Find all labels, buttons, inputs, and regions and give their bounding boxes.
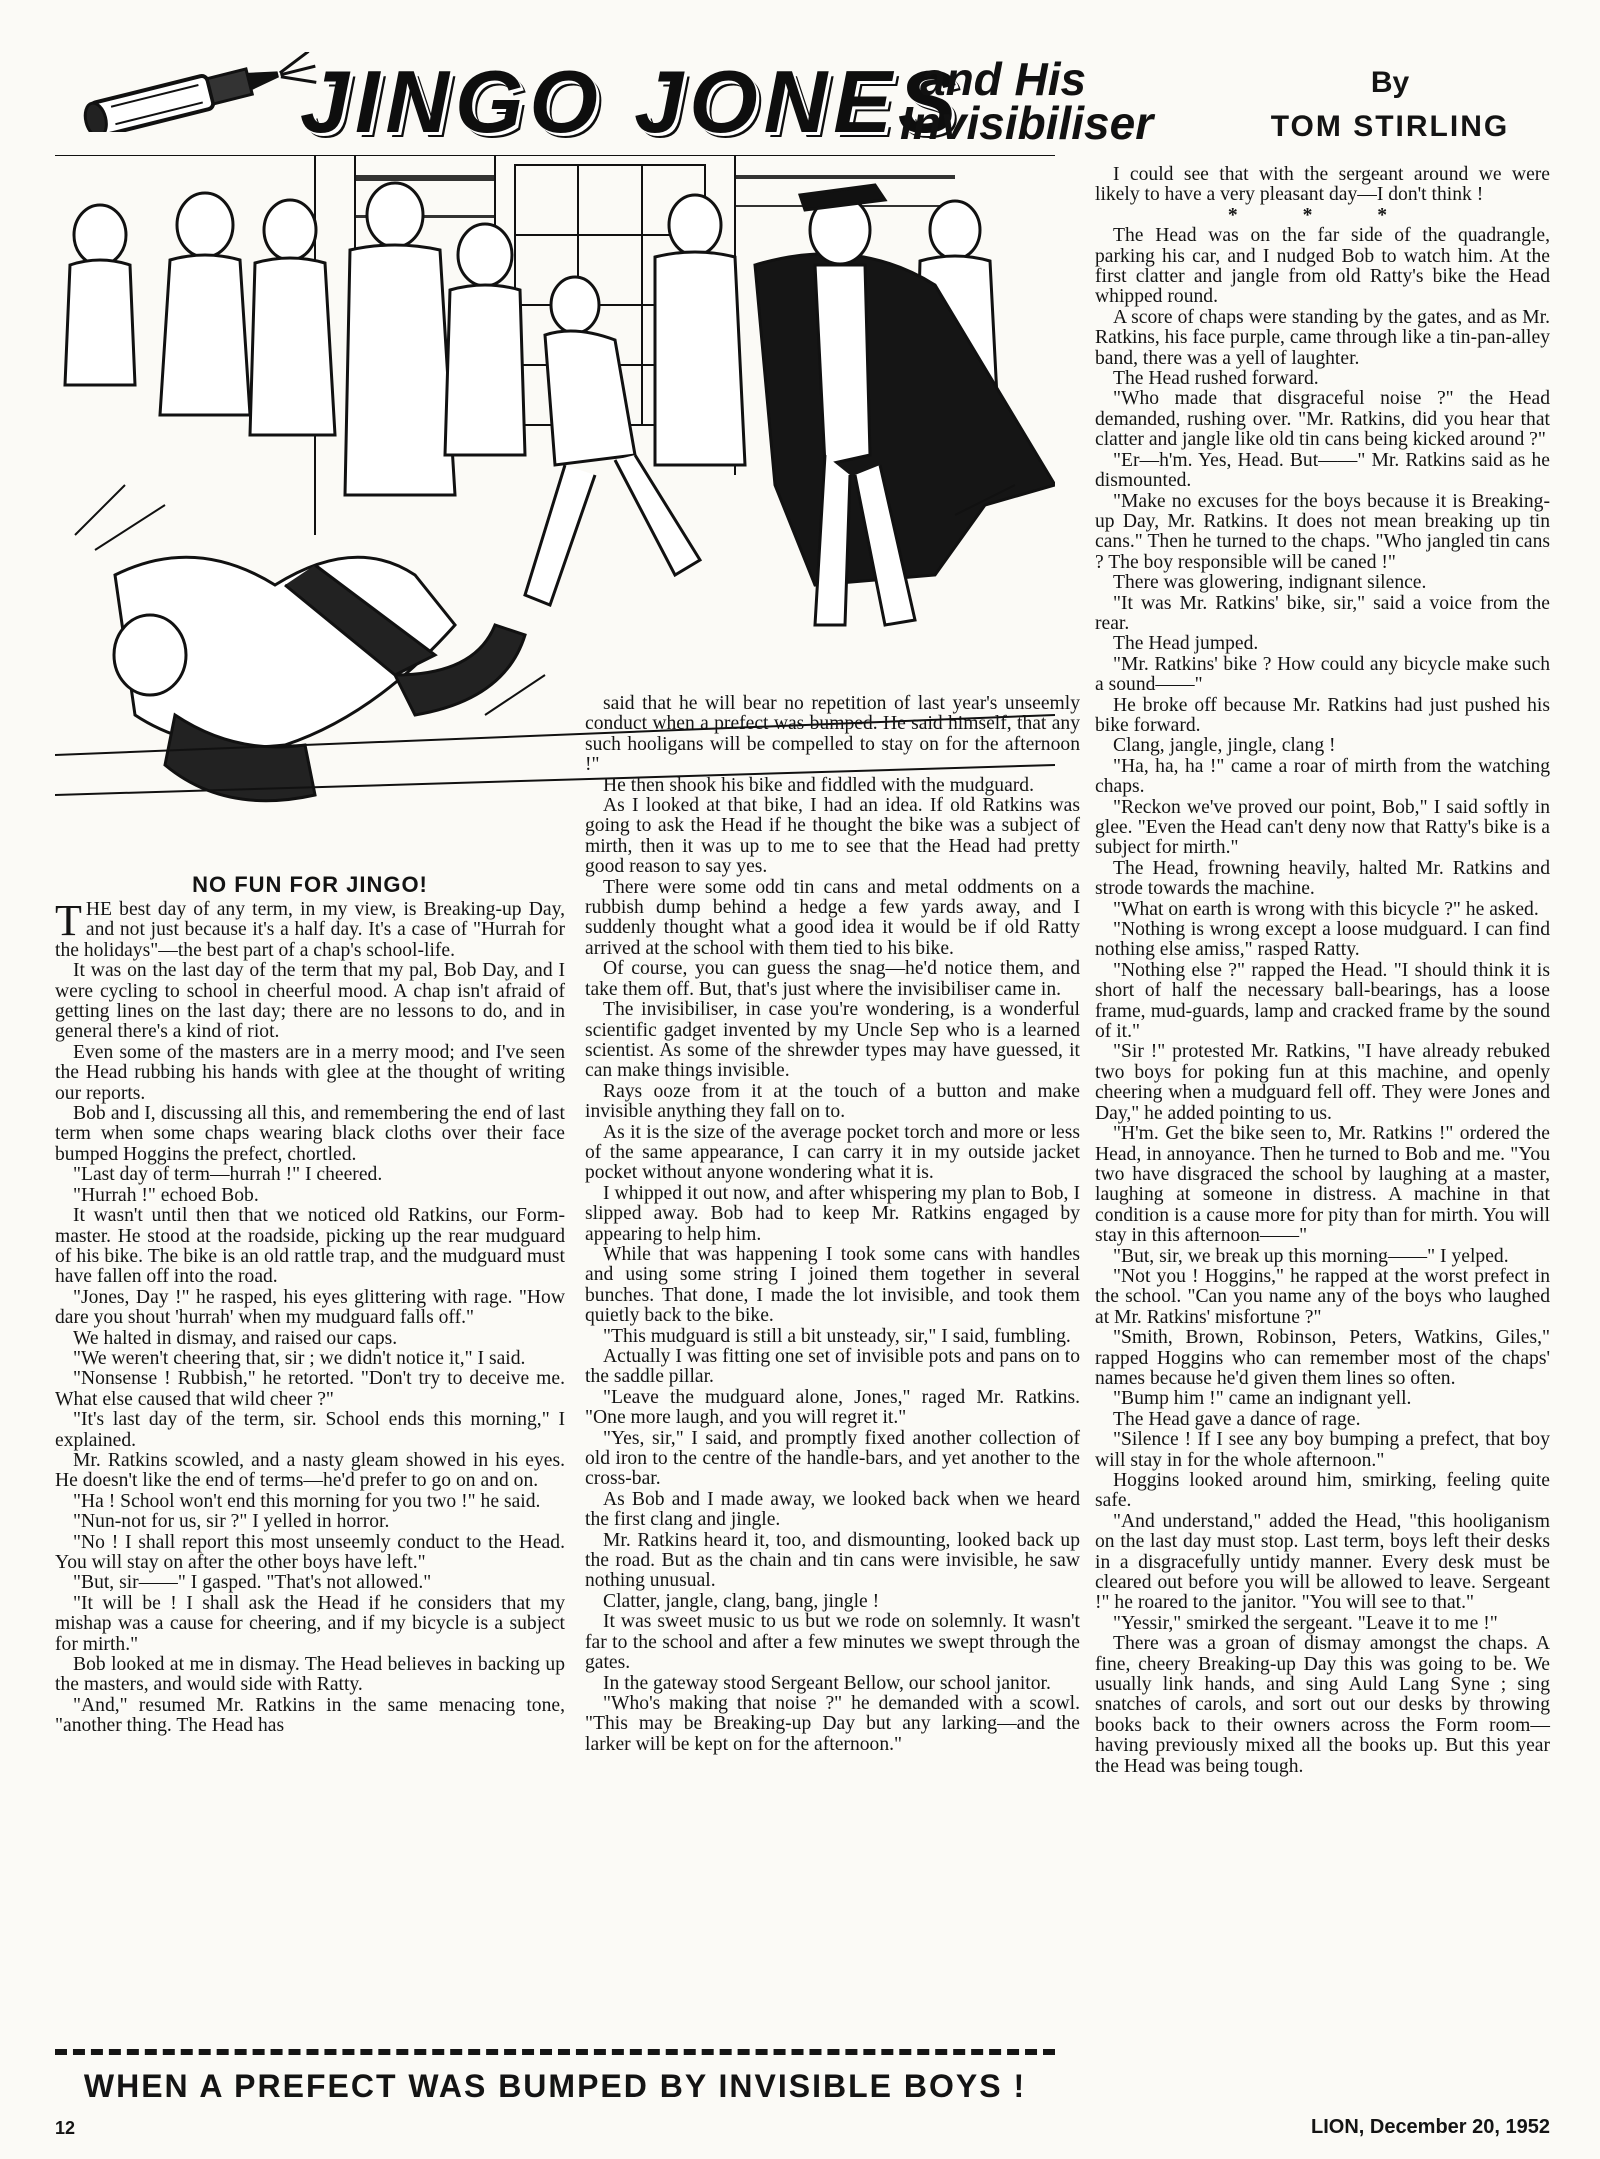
story-paragraph: He then shook his bike and fiddled with the mudguard.: [603, 774, 1034, 796]
story-title: JINGO JONES: [300, 52, 963, 151]
story-paragraph: "Who made that disgraceful noise ?" the Head demanded, rushing over. "Mr. Ratkins, did you hear that clatter and jangle like old tin cans being kicked around ?": [1095, 388, 1550, 451]
story-paragraph: "Who's making that noise ?" he demanded with a scowl. "This may be Breaking-up Day but any larking—and the larker will be kept on for the afternoon.": [585, 1692, 1080, 1755]
text-column-2: [585, 694, 1080, 1755]
story-paragraph: "Nothing else ?" rapped the Head. "I should think it is short of half the necessary ball-bearings, has a loose frame, mud-guards, lamp and cracked frame by the sound of it.": [1095, 959, 1550, 1043]
story-paragraph: "It will be ! I shall ask the Head if he considers that my mishap was a cause for cheering, and if my bicycle is a subject for mirth.": [55, 1592, 565, 1655]
story-paragraph: I whipped it out now, and after whispering my plan to Bob, I slipped away. Bob had to keep Mr. Ratkins engaged by appearing to help him.: [585, 1182, 1080, 1245]
story-paragraph: Rays ooze from it at the touch of a button and make invisible anything they fall on to.: [585, 1080, 1080, 1123]
story-paragraph: said that he will bear no repetition of last year's unseemly conduct when a prefect was bumped. He said himself, that any such hooligans will be compelled to stay on for the afternoon !": [585, 693, 1080, 776]
story-paragraph: "Nothing is wrong except a loose mudguard. I can find nothing else amiss," rasped Ratty.: [1095, 919, 1550, 961]
story-paragraph: "Hurrah !" echoed Bob.: [73, 1184, 259, 1206]
story-paragraph: "Jones, Day !" he rasped, his eyes glittering with rage. "How dare you shout 'hurrah' when my mudguard falls off.": [55, 1286, 565, 1329]
story-paragraph: The Head gave a dance of rage.: [1113, 1408, 1361, 1430]
story-paragraph: The Head was on the far side of the quadrangle, parking his car, and I nudged Bob to watch him. At the first clatter and jangle from old Ratty's bike the Head whipped round.: [1095, 225, 1550, 308]
subtitle-line-2: Invisibiliser: [900, 96, 1154, 149]
story-paragraph: The Head rushed forward.: [1113, 368, 1319, 390]
story-paragraph: "Nonsense ! Rubbish," he retorted. "Don't try to deceive me. What else caused that wild cheer ?": [55, 1368, 565, 1410]
story-paragraph: "Leave the mudguard alone, Jones," raged Mr. Ratkins. "One more laugh, and you will regret it.": [585, 1386, 1080, 1429]
story-paragraph: Of course, you can guess the snag—he'd notice them, and take them off. But, that's just where the invisibiliser came in.: [585, 958, 1080, 1000]
story-paragraph: THE best day of any term, in my view, is Breaking-up Day, and not just because it's a half day. It's a case of "Hurrah for the holidays"—the best part of a chap's school-life.: [55, 896, 565, 961]
story-paragraph: It was on the last day of the term that my pal, Bob Day, and I were cycling to school in cheerful mood. A chap isn't afraid of getting lines on the last day; there are no lessons to do, and in general there's a kind of riot.: [55, 960, 565, 1043]
story-paragraph: The Head jumped.: [1113, 633, 1259, 655]
story-paragraph: "Ha ! School won't end this morning for you two !" he said.: [73, 1490, 541, 1512]
section-heading: NO FUN FOR JINGO!: [192, 872, 428, 897]
story-paragraph: The Head, frowning heavily, halted Mr. Ratkins and strode towards the machine.: [1095, 857, 1550, 900]
story-paragraph: While that was happening I took some cans with handles and using some string I joined them together in several bunches. That done, I made the lot invisible, and took them quietly back to the bike.: [585, 1243, 1080, 1327]
story-paragraph: Clatter, jangle, clang, bang, jingle !: [603, 1590, 880, 1612]
text-column-1: [55, 896, 565, 1737]
story-paragraph: As it is the size of the average pocket torch and more or less of the same appearance, I can carry it in my outside jacket pocket without anyone wondering what it is.: [585, 1121, 1080, 1184]
story-paragraph: Bob looked at me in dismay. The Head believes in backing up the masters, and would side with Ratty.: [55, 1654, 565, 1696]
story-paragraph: We halted in dismay, and raised our caps.: [73, 1327, 398, 1349]
story-paragraph: Bob and I, discussing all this, and remembering the end of last term when some chaps wearing black cloths over their face bumped Hoggins the prefect, chortled.: [55, 1103, 565, 1165]
dashed-rule: [55, 2049, 1055, 2055]
story-paragraph: Hoggins looked around him, smirking, feeling quite safe.: [1095, 1470, 1550, 1512]
story-paragraph: In the gateway stood Sergeant Bellow, our school janitor.: [603, 1672, 1051, 1694]
story-paragraph: "What on earth is wrong with this bicycle ?" he asked.: [1113, 898, 1539, 920]
story-paragraph: "Yessir," smirked the sergeant. "Leave it to me !": [1113, 1612, 1498, 1634]
story-paragraph: "And understand," added the Head, "this hooliganism on the last day must stop. Last term, boys left their desks in a disgracefully untidy manner. Every desk must be cleared out before you will be allowed to leave. Sergeant !" he roared to the janitor. "You will see to that.": [1095, 1510, 1550, 1614]
story-paragraph: "Er—h'm. Yes, Head. But——" Mr. Ratkins said as he dismounted.: [1095, 449, 1550, 492]
story-paragraph: It was sweet music to us but we rode on solemnly. It wasn't far to the school and after a few minutes we swept through the gates.: [585, 1611, 1080, 1674]
story-paragraph: "Bump him !" came an indignant yell.: [1113, 1388, 1412, 1410]
story-paragraph: As Bob and I made away, we looked back when we heard the first clang and jingle.: [585, 1488, 1080, 1531]
story-paragraph: * * *: [1227, 204, 1418, 226]
story-paragraph: The invisibiliser, in case you're wondering, is a wonderful scientific gadget invented by my Uncle Sep who is a learned scientist. As some of the shrewder types may have guessed, it can make things invisible.: [585, 999, 1080, 1082]
story-paragraph: There was a groan of dismay amongst the chaps. A fine, cheery Breaking-up Day this was going to be. We usually link hands, and sing Auld Lang Syne ; sing snatches of carols, and sort out our desks by throwing books back to their owners across the Form room—having previously mixed all the books up. But this year the Head was being tough.: [1095, 1633, 1550, 1777]
story-paragraph: "No ! I shall report this most unseemly conduct to the Head. You will stay on after the other boys have left.": [55, 1531, 565, 1573]
header: [0, 0, 1600, 150]
story-paragraph: Mr. Ratkins heard it, too, and dismounting, looked back up the road. But as the chain and tin cans were invisible, he saw nothing unusual.: [585, 1529, 1080, 1592]
subtitle-line-1: and His: [920, 53, 1087, 105]
story-paragraph: It wasn't until then that we noticed old Ratkins, our Form-master. He stood at the roadside, picking up the rear mudguard of his bike. The bike is an old rattle trap, and the mudguard must have fallen off into the road.: [55, 1205, 565, 1288]
story-paragraph: "Reckon we've proved our point, Bob," I said softly in glee. "Even the Head can't deny now that Ratty's bike is a subject for mirth.": [1095, 796, 1550, 859]
story-paragraph: "H'm. Get the bike seen to, Mr. Ratkins !" ordered the Head, in annoyance. Then he turned to Bob and me. "You two have disgraced the school by laughing at a master, laughing at someone in distress. A machine in that condition is a cause more for pity than for mirth. You will stay in this afternoon——": [1095, 1123, 1550, 1247]
story-paragraph: "Mr. Ratkins' bike ? How could any bicycle make such a sound——": [1095, 653, 1550, 696]
page-number: 12: [55, 2118, 76, 2138]
story-paragraph: "Not you ! Hoggins," he rapped at the worst prefect in the school. "Can you name any of the boys who laughed at Mr. Ratkins' misfortune ?": [1095, 1265, 1550, 1328]
story-paragraph: "This mudguard is still a bit unsteady, sir," I said, fumbling.: [603, 1325, 1071, 1347]
story-paragraph: He broke off because Mr. Ratkins had just pushed his bike forward.: [1095, 694, 1550, 736]
byline: [1260, 66, 1520, 144]
story-paragraph: "It was Mr. Ratkins' bike, sir," said a voice from the rear.: [1095, 592, 1550, 634]
invisibiliser-torch-icon: [70, 52, 320, 132]
story-paragraph: Actually I was fitting one set of invisible pots and pans on to the saddle pillar.: [585, 1346, 1080, 1388]
footer-issue: LION, December 20, 1952: [1310, 2116, 1550, 2138]
story-paragraph: "Yes, sir," I said, and promptly fixed another collection of old iron to the centre of the handle-bars, and yet another to the cross-bar.: [585, 1427, 1080, 1490]
byline-by: By: [1370, 66, 1410, 99]
byline-author: TOM STIRLING: [1270, 110, 1510, 143]
story-paragraph: "Ha, ha, ha !" came a roar of mirth from the watching chaps.: [1095, 755, 1550, 798]
story-paragraph: Even some of the masters are in a merry mood; and I've seen the Head rubbing his hands with glee at the thought of writing our reports.: [55, 1041, 565, 1104]
story-paragraph: "But, sir——" I gasped. "That's not allowed.": [73, 1572, 432, 1594]
story-paragraph: There was glowering, indignant silence.: [1113, 572, 1427, 594]
story-paragraph: "Nun-not for us, sir ?" I yelled in horror.: [73, 1511, 390, 1533]
story-paragraph: "Sir !" protested Mr. Ratkins, "I have already rebuked two boys for poking fun at this machine, and openly cheering when a mudguard fell off. They were Jones and Day," he added pointing to us.: [1095, 1041, 1550, 1124]
story-paragraph: "It's last day of the term, sir. School ends this morning," I explained.: [55, 1409, 565, 1451]
story-paragraph: "We weren't cheering that, sir ; we didn't notice it," I said.: [73, 1347, 526, 1369]
story-paragraph: "Silence ! If I see any boy bumping a prefect, that boy will stay in for the whole afternoon.": [1095, 1429, 1550, 1471]
story-paragraph: There were some odd tin cans and metal oddments on a rubbish dump behind a hedge a few yards away, and I suddenly thought what a good idea it would be if old Ratty arrived at the school with them tied to his bike.: [585, 876, 1080, 959]
story-paragraph: A score of chaps were standing by the gates, and as Mr. Ratkins, his face purple, came through like a tin-pan-alley band, there was a yell of laughter.: [1095, 306, 1550, 369]
story-paragraph: "Smith, Brown, Robinson, Peters, Watkins, Giles," rapped Hoggins who can remember most of the chaps' names because he'd given them lines so often.: [1095, 1327, 1550, 1389]
story-paragraph: I could see that with the sergeant around we were likely to have a very pleasant day—I don't think !: [1095, 164, 1550, 206]
illustration-caption: WHEN A PREFECT WAS BUMPED BY INVISIBLE BOYS !: [83, 2068, 1027, 2104]
story-paragraph: "Make no excuses for the boys because it is Breaking-up Day, Mr. Ratkins. It does not mean breaking up tin cans." Then he turned to the chaps. "Who jangled tin cans ? The boy responsible will be caned !": [1095, 490, 1550, 573]
story-paragraph: "But, sir, we break up this morning——" I yelped.: [1113, 1245, 1509, 1267]
story-subtitle: [900, 53, 1154, 149]
story-paragraph: "And," resumed Mr. Ratkins in the same menacing tone, "another thing. The Head has: [55, 1694, 565, 1737]
text-column-3: [1095, 165, 1550, 1777]
story-paragraph: Mr. Ratkins scowled, and a nasty gleam showed in his eyes. He doesn't like the end of terms—he'd prefer to go on and on.: [55, 1449, 565, 1492]
story-paragraph: Clang, jangle, jingle, clang !: [1113, 735, 1336, 757]
story-paragraph: As I looked at that bike, I had an idea. If old Ratkins was going to ask the Head if he thought the bike was a subject of mirth, then it was up to me to see that the Head had pretty good reason to say yes.: [585, 795, 1080, 878]
story-paragraph: "Last day of term—hurrah !" I cheered.: [73, 1164, 383, 1186]
